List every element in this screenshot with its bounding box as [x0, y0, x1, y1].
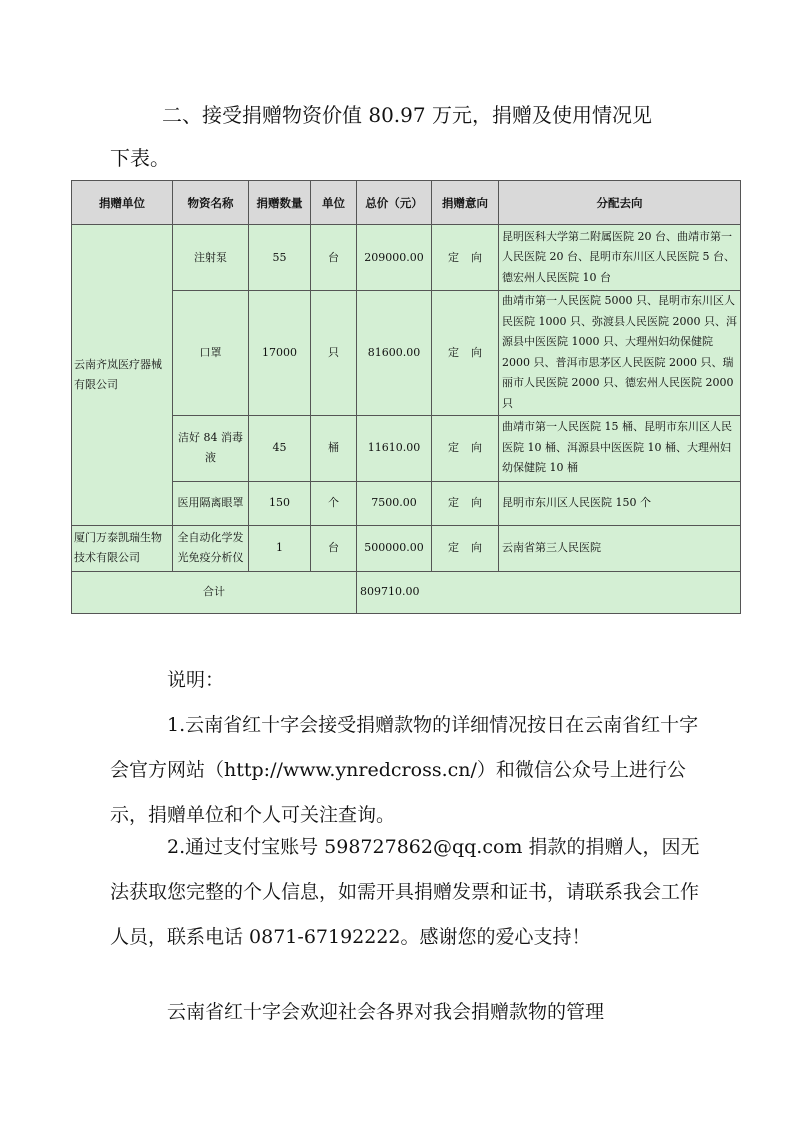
item-cell: 口罩 — [173, 291, 249, 416]
intent-cell: 定向 — [432, 481, 499, 525]
header-donor: 捐赠单位 — [72, 181, 173, 225]
item-cell: 注射泵 — [173, 225, 249, 291]
header-allocation: 分配去向 — [499, 181, 741, 225]
note-paragraph-1: 1.云南省红十字会接受捐赠款物的详细情况按日在云南省红十字会官方网站（http://www.ynredcross.cn/）和微信公众号上进行公示，捐赠单位和个人可关注查询。 — [110, 714, 699, 826]
donor-cell: 云南齐岚医疗器械有限公司 — [72, 225, 173, 526]
total-value: 809710.00 — [357, 571, 741, 613]
header-intent: 捐赠意向 — [432, 181, 499, 225]
table-row — [72, 525, 741, 571]
unit-cell: 桶 — [311, 415, 357, 481]
quantity-cell: 1 — [249, 525, 311, 571]
table-row — [72, 291, 741, 416]
intent-cell: 定向 — [432, 225, 499, 291]
price-cell: 7500.00 — [357, 481, 432, 525]
price-cell: 500000.00 — [357, 525, 432, 571]
unit-cell: 个 — [311, 481, 357, 525]
total-row — [72, 571, 741, 613]
quantity-cell: 17000 — [249, 291, 311, 416]
allocation-cell: 曲靖市第一人民医院 5000 只、昆明市东川区人民医院 1000 只、弥渡县人民医院 2000 只、洱源县中医医院 1000 只、大理州妇幼保健院 2000 只、普洱市思茅区人民医院 2000 只、瑞丽市人民医院 2000 只、德宏州人民医院 2000 只 — [499, 291, 741, 416]
item-cell: 医用隔离眼罩 — [173, 481, 249, 525]
quantity-cell: 150 — [249, 481, 311, 525]
header-item: 物资名称 — [173, 181, 249, 225]
price-cell: 209000.00 — [357, 225, 432, 291]
table-row — [72, 481, 741, 525]
quantity-cell: 45 — [249, 415, 311, 481]
note-paragraph-2: 2.通过支付宝账号 598727862@qq.com 捐款的捐赠人，因无法获取您完整的个人信息，如需开具捐赠发票和证书，请联系我会工作人员，联系电话 0871-67192222。感谢您的爱心支持！ — [110, 836, 700, 948]
quantity-cell: 55 — [249, 225, 311, 291]
notes-title: 说明： — [167, 669, 225, 691]
allocation-cell: 昆明市东川区人民医院 150 个 — [499, 481, 741, 525]
unit-cell: 台 — [311, 225, 357, 291]
header-total-price: 总价（元） — [357, 181, 432, 225]
table-header-row — [72, 181, 741, 225]
allocation-cell: 昆明医科大学第二附属医院 20 台、曲靖市第一人民医院 20 台、昆明市东川区人民医院 5 台、德宏州人民医院 10 台 — [499, 225, 741, 291]
table-row — [72, 415, 741, 481]
header-unit: 单位 — [311, 181, 357, 225]
header-quantity: 捐赠数量 — [249, 181, 311, 225]
allocation-cell: 云南省第三人民医院 — [499, 525, 741, 571]
table-row — [72, 225, 741, 291]
unit-cell: 只 — [311, 291, 357, 416]
item-cell: 洁好 84 消毒液 — [173, 415, 249, 481]
heading-line-2: 下表。 — [110, 146, 170, 170]
intent-cell: 定向 — [432, 291, 499, 416]
item-cell: 全自动化学发光免疫分析仪 — [173, 525, 249, 571]
unit-cell: 台 — [311, 525, 357, 571]
intent-cell: 定向 — [432, 525, 499, 571]
intent-cell: 定向 — [432, 415, 499, 481]
allocation-cell: 曲靖市第一人民医院 15 桶、昆明市东川区人民医院 10 桶、洱源县中医医院 10 桶、大理州妇幼保健院 10 桶 — [499, 415, 741, 481]
note-paragraph-3: 云南省红十字会欢迎社会各界对我会捐赠款物的管理 — [167, 1001, 605, 1023]
donation-table — [71, 180, 741, 614]
price-cell: 81600.00 — [357, 291, 432, 416]
donor-cell: 厦门万泰凯瑞生物技术有限公司 — [72, 525, 173, 571]
total-label: 合计 — [72, 571, 357, 613]
heading-line-1: 二、接受捐赠物资价值 80.97 万元，捐赠及使用情况见 — [162, 103, 652, 127]
price-cell: 11610.00 — [357, 415, 432, 481]
